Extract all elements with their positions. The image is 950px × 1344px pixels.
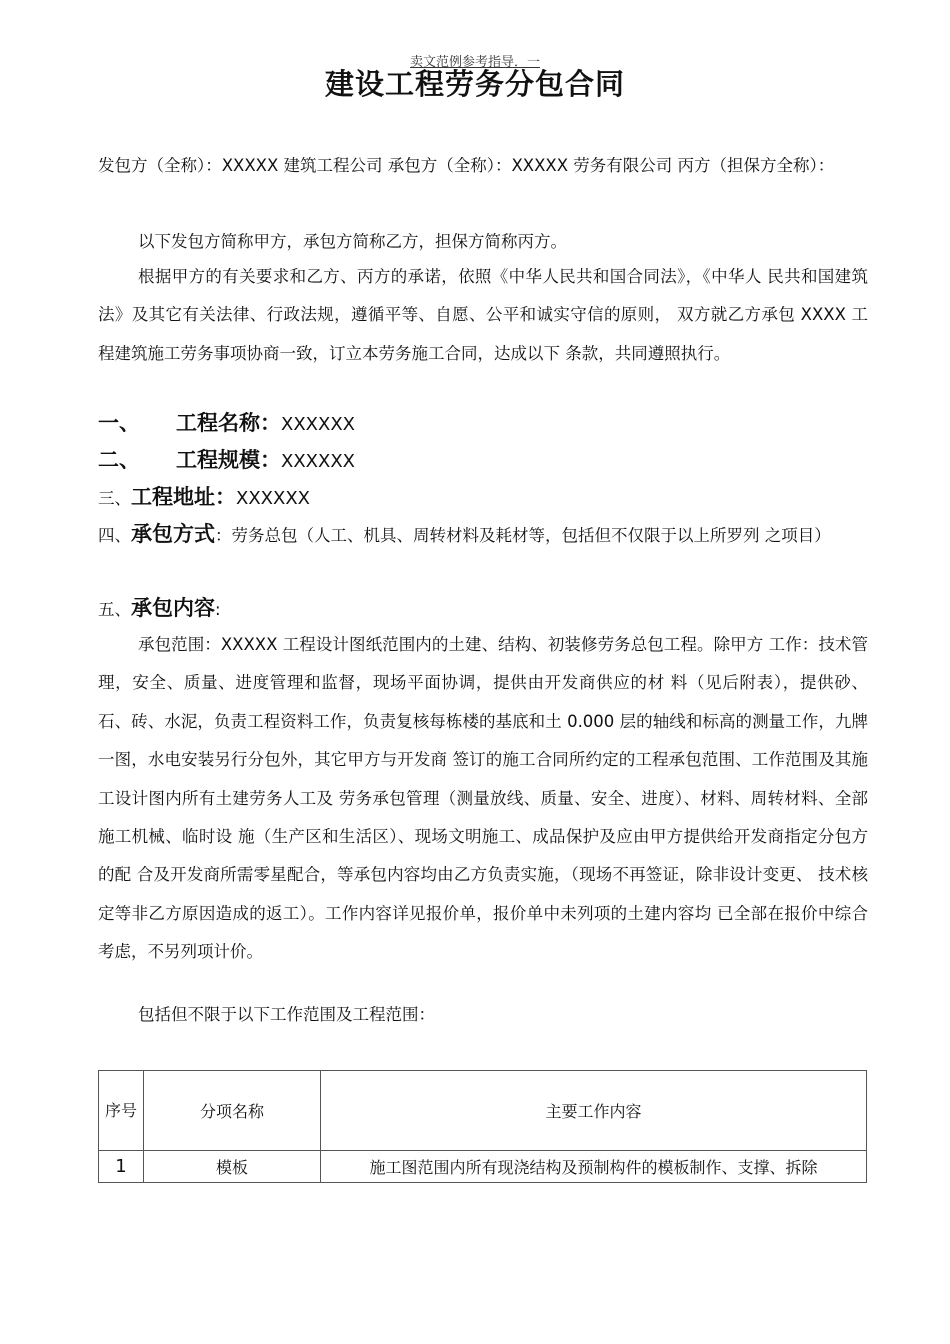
- table-row: [99, 1151, 867, 1183]
- cell-work-content: 施工图范围内所有现浇结构及预制构件的模板制作、支撑、拆除: [321, 1151, 867, 1183]
- section-label: 承包内容: [131, 596, 215, 620]
- table-header-row: [99, 1071, 867, 1151]
- section-4: [98, 516, 908, 554]
- section-label: 工程地址：: [131, 485, 236, 509]
- document-title: 建设工程劳务分包合同: [324, 67, 625, 101]
- section-label: 承包方式: [131, 522, 215, 546]
- section-value: :: [215, 600, 221, 619]
- section-label: 工程名称：: [176, 411, 281, 435]
- section-number: 三、: [98, 489, 131, 508]
- para-basis: 根据甲方的有关要求和乙方、丙方的承诺，依照《中华人民共和国合同法》，《中华人 民共和国建筑法》及其它有关法律、行政法规，遵循平等、自愿、公平和诚实守信的原则， 双方就乙方承包 XXXX 工程建筑施工劳务事项协商一致，订立本劳务施工合同，达成以下 条款，共同遵照执行。: [98, 267, 868, 363]
- header-index: 序号: [99, 1071, 144, 1151]
- para-scope: 承包范围：XXXXX 工程设计图纸范围内的土建、结构、初装修劳务总包工程。除甲方 工作：技术管理，安全、质量、进度管理和监督，现场平面协调，提供由开发商供应的材 料（见后附表），提供砂、石、砖、水泥，负责工程资料工作，负责复核每栋楼的基底和土 0.000 层的轴线和标高的测量工作，九牌一图，水电安装另行分包外，其它甲方与开发商 签订的施工合同所约定的工程承包范围、工作范围及其施工设计图内所有土建劳务人工及 劳务承包管理（测量放线、质量、安全、进度）、材料、周转材料、全部施工机械、临时设 施（生产区和生活区）、现场文明施工、成品保护及应由甲方提供给开发商指定分包方的配 合及开发商所需零星配合，等承包内容均由乙方负责实施，（现场不再签证，除非设计变更、 技术核定等非乙方原因造成的返工）。工作内容详见报价单，报价单中未列项的土建内容均 已全部在报价中综合考虑，不另列项计价。: [98, 635, 868, 962]
- cell-item-name: 模板: [144, 1151, 321, 1183]
- header-note: 卖文范例参考指导．一: [409, 55, 540, 70]
- parties-line: 发包方（全称）：XXXXX 建筑工程公司 承包方（全称）：XXXXX 劳务有限公司 丙方（担保方全称）：: [98, 156, 835, 175]
- section-number: 二、: [98, 448, 140, 472]
- section-value: ：劳务总包（人工、机具、周转材料及耗材等，包括但不仅限于以上所罗列 之项目）: [215, 526, 831, 545]
- section-2: [98, 442, 868, 480]
- section-label: 工程规模：: [176, 448, 281, 472]
- section-number: 一、: [98, 411, 140, 435]
- section-value: XXXXXX: [281, 451, 355, 472]
- section-number: 五、: [98, 600, 131, 619]
- para-abbreviations: 以下发包方简称甲方，承包方简称乙方，担保方简称丙方。: [138, 232, 567, 251]
- section-1: [98, 405, 868, 443]
- section-value: XXXXXX: [236, 488, 310, 509]
- section-value: XXXXXX: [281, 414, 355, 435]
- header-item-name: 分项名称: [144, 1071, 321, 1151]
- section-3: [98, 479, 868, 517]
- section-5: [98, 590, 868, 628]
- work-scope-table: [98, 1070, 867, 1183]
- para-include: 包括但不限于以下工作范围及工程范围：: [138, 1005, 435, 1024]
- header-work-content: 主要工作内容: [321, 1071, 867, 1151]
- cell-index: 1: [99, 1151, 144, 1183]
- section-number: 四、: [98, 526, 131, 545]
